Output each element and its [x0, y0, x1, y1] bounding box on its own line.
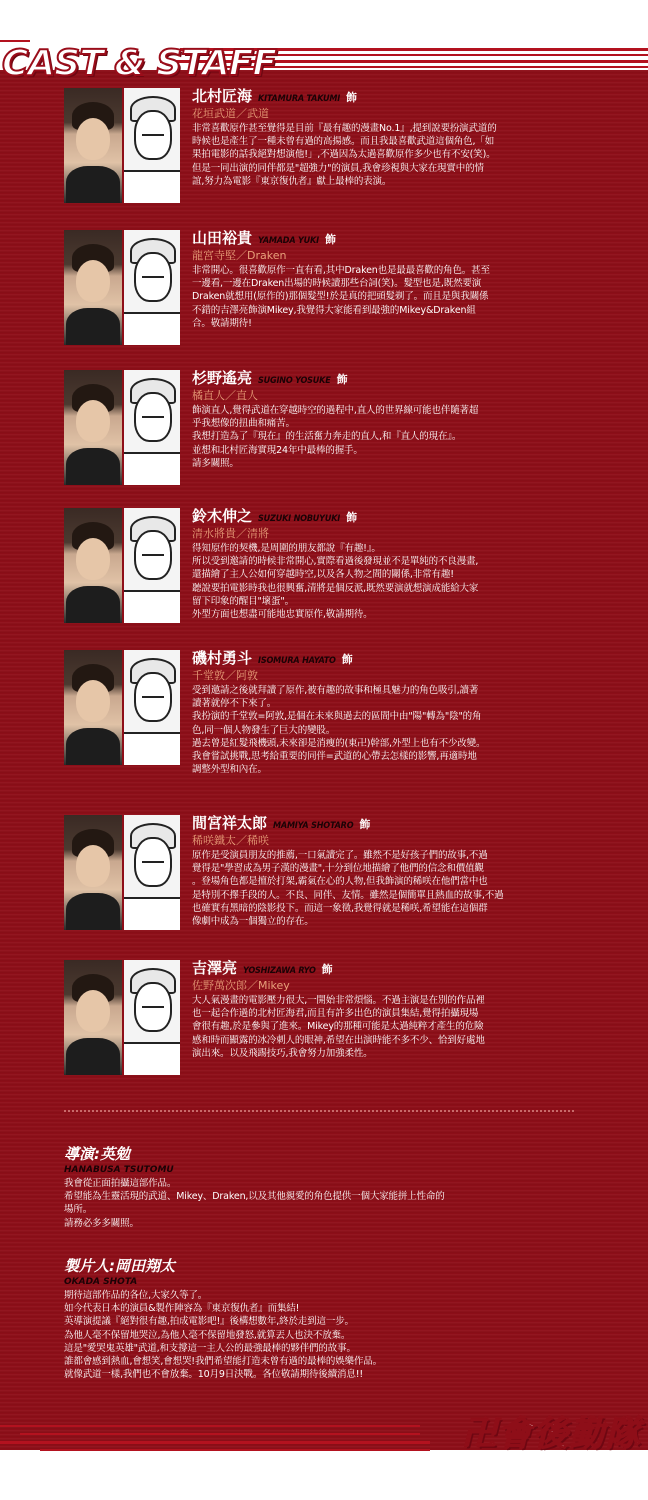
character-role: 佐野萬次郎／Mikey: [192, 979, 290, 992]
actor-romaji: YAMADA YUKI: [258, 236, 319, 246]
actor-comment: 飾演直人,覺得武道在穿越時空的過程中,直人的世界線可能也伴隨著超 乎我想像的扭曲和痛苦。 我想打造為了『現在』的生活奮力奔走的直人,和『直人的現在』。 並想和北村匠海實現24年中最棒的握手。 請多關照。: [192, 405, 479, 469]
character-role: 花垣武道／武道: [192, 107, 269, 120]
character-illustration: [122, 508, 180, 623]
role-suffix: 飾: [336, 373, 348, 386]
actor-romaji: SUZUKI NOBUYUKI: [258, 514, 341, 524]
actor-photo: [64, 88, 122, 203]
role-suffix: 飾: [341, 653, 353, 666]
actor-romaji: YOSHIZAWA RYO: [243, 966, 316, 976]
character-role: 稀咲鐵太／稀咲: [192, 834, 269, 847]
character-illustration: [122, 960, 180, 1075]
role-suffix: 飾: [359, 818, 371, 831]
actor-name: 磯村勇斗: [192, 649, 253, 667]
actor-comment: 受到邀請之後就拜讀了原作,被有趣的故事和極具魅力的角色吸引,讀著 讀著就停不下來了。 我扮演的千堂敦=阿敦,是個在未來與過去的區間中由"陽"轉為"陰"的角 色,同一個人物發生了巨大的變股。 過去曾是紅髮飛機頭,未來卻是消瘦的(東卍)幹部,外型上也有不少改變。 我會嘗試挑戰,思考給重要的同伴=武道的心帶去怎樣的影響,再適時地 調整外型和內在。: [192, 685, 486, 776]
actor-comment: 非常喜歡原作甚至覺得是目前『最有趣的漫畫No.1』,提到說要扮演武道的 時候也是產生了一種未曾有過的高揚感。而且我最喜歡武道這個角色,「如 果拍電影的話我絕對想演他!」,不過因為太過喜歡原作多少也有不安(笑)。 但是一同出演的同伴都是"超強力"的演員,我會珍視與大家在現實中的情 誼,努力為電影『東京復仇者』獻上最棒的表演。: [192, 123, 497, 187]
actor-romaji: MAMIYA SHOTARO: [273, 821, 354, 831]
cast-photos: [64, 815, 182, 930]
character-role: 千堂敦／阿敦: [192, 669, 258, 682]
staff-title: 製片人:岡田翔太: [64, 1257, 175, 1275]
actor-photo: [64, 508, 122, 623]
cast-photos: [64, 370, 182, 485]
character-illustration: [122, 650, 180, 765]
role-suffix: 飾: [324, 233, 336, 246]
actor-photo: [64, 370, 122, 485]
staff-romaji: OKADA SHOTA: [64, 1277, 138, 1287]
role-suffix: 飾: [346, 511, 358, 524]
cast-photos: [64, 960, 182, 1075]
cast-photos: [64, 650, 182, 765]
actor-name: 山田裕貴: [192, 229, 253, 247]
character-role: 龍宮寺堅／Draken: [192, 249, 287, 262]
actor-name: 吉澤亮: [192, 959, 238, 977]
staff-entry: [64, 1255, 574, 1381]
cast-photos: [64, 88, 182, 203]
actor-name: 北村匠海: [192, 87, 253, 105]
actor-romaji: SUGINO YOSUKE: [258, 376, 331, 386]
section-divider: [64, 1110, 574, 1112]
actor-name: 鈴木伸之: [192, 507, 253, 525]
page-title: CAST & STAFF: [2, 43, 276, 84]
character-illustration: [122, 88, 180, 203]
actor-romaji: KITAMURA TAKUMI: [258, 94, 341, 104]
actor-comment: 大人氣漫畫的電影壓力很大,一開始非常煩惱。不過主演是在別的作品裡 也一起合作過的北村匠海君,而且有許多出色的演員集結,覺得拍攝現場 會很有趣,於是參與了進來。Mikey的那種可能是太過純粹才產生的危險 感和時而顯露的冰冷刺人的眼神,希望在出演時能不多不少、恰到好處地 演出來。以及飛踢技巧,我會努力加強柔性。: [192, 995, 485, 1059]
character-role: 清水將貴／清將: [192, 527, 269, 540]
actor-photo: [64, 960, 122, 1075]
role-suffix: 飾: [346, 91, 358, 104]
actor-photo: [64, 230, 122, 345]
character-illustration: [122, 815, 180, 930]
actor-photo: [64, 650, 122, 765]
actor-name: 杉野遙亮: [192, 369, 253, 387]
cast-photos: [64, 508, 182, 623]
staff-comment: 我會從正面拍攝這部作品。 希望能為生靈活現的武道、Mikey、Draken,以及其他親愛的角色提供一個大家能拼上性命的 場所。 請務必多多關照。: [64, 1178, 445, 1229]
character-illustration: [122, 230, 180, 345]
actor-photo: [64, 815, 122, 930]
role-suffix: 飾: [321, 963, 333, 976]
actor-comment: 得知原作的契機,是周圍的朋友都說『有趣!』。 所以受到邀請的時候非常開心,實際看過後發現並不是單純的不良漫畫, 還描繪了主人公如何穿越時空,以及各人物之間的關係,非常有趣! 聽說要拍電影時我也很興奮,清將是個反派,既然要演就想演成能給大家 留下印象的醒目"壞蛋"。 外型方面也想盡可能地忠實原作,敬請期待。: [192, 543, 479, 621]
actor-name: 間宮祥太郎: [192, 814, 268, 832]
character-illustration: [122, 370, 180, 485]
staff-romaji: HANABUSA TSUTOMU: [64, 1165, 174, 1175]
actor-comment: 原作是受演員朋友的推薦,一口氣讀完了。雖然不是好孩子們的故事,不過 覺得是"學習成為男子漢的漫畫",十分到位地描繪了他們的信念和價值觀 。登場角色都是擅於打架,霸氣在心的人物,但我飾演的稀咲在他們當中也 是特別不擇手段的人。不良、同伴、友情。雖然是個簡單且熱血的故事,不過 也確實有黑暗的陰影投下。而這一象徵,我覺得就是稀咲,希望能在這個群 像劇中成為一個獨立的存在。: [192, 850, 504, 928]
character-role: 橘直人／直人: [192, 389, 258, 402]
cast-photos: [64, 230, 182, 345]
staff-entry: [64, 1143, 574, 1230]
staff-title: 導演:英勉: [64, 1145, 130, 1163]
tokyo-manji-logo: 卍會後勤隊: [462, 1414, 642, 1454]
actor-romaji: ISOMURA HAYATO: [258, 656, 336, 666]
staff-comment: 期待這部作品的各位,大家久等了。 如今代表日本的演員&製作陣容為『東京復仇者』而集結! 英導演提議『絕對很有趣,拍成電影吧!』後構想數年,終於走到這一步。 為他人毫不保留地哭泣,為他人毫不保留地發怒,就算丟人也決不放棄。 這是"愛哭鬼英雄"武道,和支撐這一主人公的最強最棒的夥伴們的故事。 誰都會感到熱血,會想笑,會想哭!我們希望能打造未曾有過的最棒的娛樂作品。 就像武道一樣,我們也不會放棄。10月9日決戰。各位敬請期待後續消息!!: [64, 1290, 382, 1381]
actor-comment: 非常開心。很喜歡原作一直有看,其中Draken也是最最喜歡的角色。甚至 一邊看,一邊在Draken出場的時候讀那些台詞(笑)。髮型也是,既然要演 Draken就想用(原作的)那個髮型!於是真的把頭髮剃了。而且是與我關係 不錯的吉澤亮飾演Mikey,我覺得大家能看到最強的Mikey&Draken組 合。敬請期待!: [192, 265, 490, 329]
